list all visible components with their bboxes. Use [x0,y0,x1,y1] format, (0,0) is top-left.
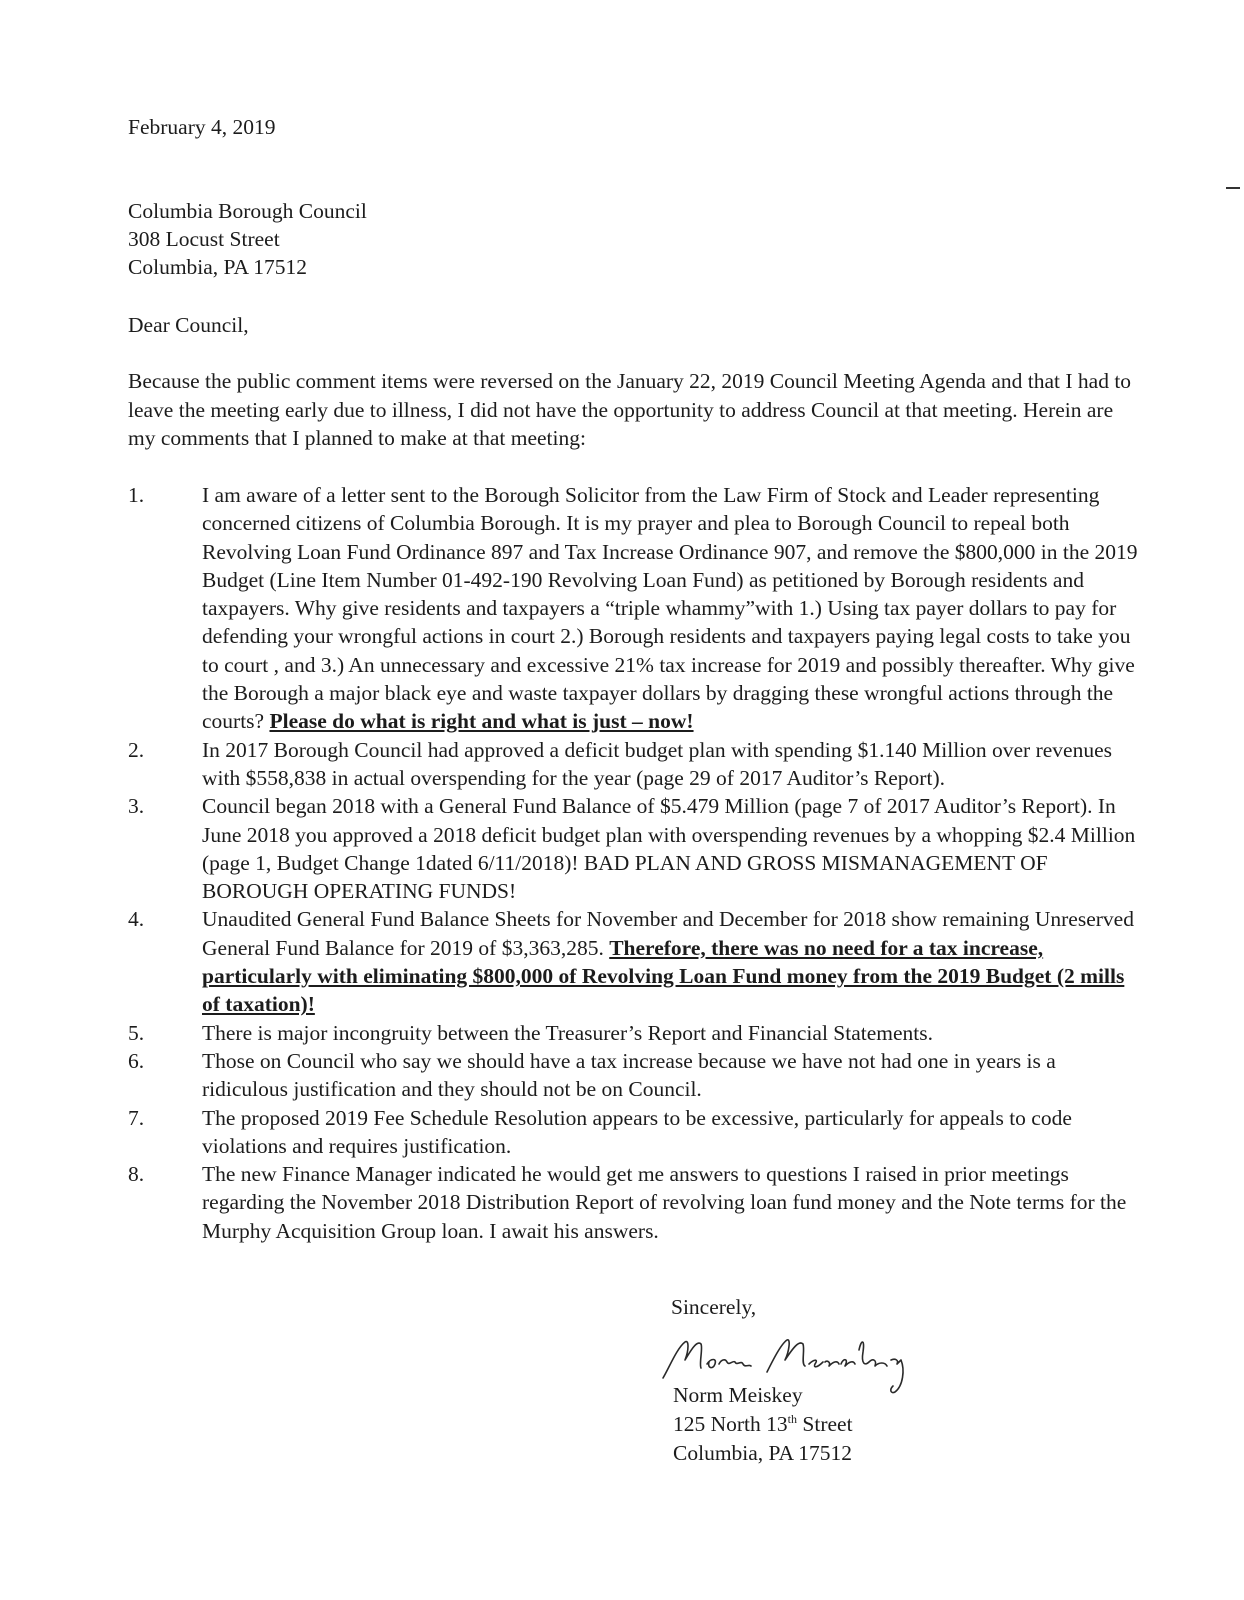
scan-mark [1226,187,1240,189]
sender-city: Columbia, PA 17512 [673,1441,853,1465]
list-item [128,792,1138,905]
item-emphasis: Therefore, there was no need for a tax increase, particularly with eliminating $800,000 of Revolving Loan Fund money from the 2019 Budget (2 mills of taxation)! [202,935,1125,1017]
item-number: 4. [128,907,145,932]
list-item [128,1160,1138,1245]
item-number: 5. [128,1020,145,1045]
salutation: Dear Council, [128,313,249,337]
item-number: 2. [128,737,145,762]
item-number: 3. [128,794,145,819]
intro-paragraph: Because the public comment items were reversed on the January 22, 2019 Council Meeting Agenda and that I had to leave the meeting early due to illness, I did not have the opportunity to address Council at that meeting. Herein are my comments that I planned to make at that meeting: [128,369,1132,450]
item-text: There is major incongruity between the Treasurer’s Report and Financial Statements. [202,1020,934,1045]
comment-list [128,481,1138,1245]
list-item [128,481,1138,736]
item-text: In 2017 Borough Council had approved a deficit budget plan with spending $1.140 Million over revenues with $558,838 in actual overspending for the year (page 29 of 2017 Auditor’s Report). [202,737,1112,790]
list-item [128,905,1138,1018]
recipient-street: 308 Locust Street [128,227,280,251]
sender-name: Norm Meiskey [673,1383,803,1407]
item-emphasis: Please do what is right and what is just – now! [269,709,694,734]
letter-date: February 4, 2019 [128,115,276,139]
item-number: 6. [128,1048,145,1073]
list-item [128,1104,1138,1161]
item-text: Council began 2018 with a General Fund Balance of $5.479 Million (page 7 of 2017 Auditor’s Report). In June 2018 you approved a 2018 deficit budget plan with overspending revenues by a whopping $2.4 Million (page 1, Budget Change 1dated 6/11/2018)! BAD PLAN AND GROSS MISMANAGEMENT OF BOROUGH OPERATING FUNDS! [202,794,1136,904]
item-number: 7. [128,1105,145,1130]
item-number: 1. [128,483,145,507]
list-item [128,1019,1138,1047]
list-item [128,736,1138,793]
recipient-city: Columbia, PA 17512 [128,255,308,279]
closing: Sincerely, [671,1295,757,1319]
item-number: 8. [128,1162,145,1187]
sender-street: 125 North 13th Street [673,1411,853,1436]
item-text: Unaudited General Fund Balance Sheets for November and December for 2018 show remaining Unreserved General Fund Balance for 2019 of $3,363,285. [202,907,1134,960]
item-text: The new Finance Manager indicated he would get me answers to questions I raised in prior meetings regarding the November 2018 Distribution Report of revolving loan fund money and the Note terms for the Murphy Acquisition Group loan. I await his answers. [202,1162,1127,1243]
sender-block [673,1381,853,1468]
item-text: I am aware of a letter sent to the Borough Solicitor from the Law Firm of Stock and Leader representing concerned citizens of Columbia Borough. It is my prayer and plea to Borough Council to repeal both Revolving Loan Fund Ordinance 897 and Tax Increase Ordinance 907, and remove the $800,000 in the 2019 Budget (Line Item Number 01-492-190 Revolving Loan Fund) as petitioned by Borough residents and taxpayers. Why give residents and taxpayers a “triple whammy”with 1.) Using tax payer dollars to pay for defending your wrongful actions in court 2.) Borough residents and taxpayers paying legal costs to take you to court , and 3.) An unnecessary and excessive 21% tax increase for 2019 and possibly thereafter. Why give the Borough a major black eye and waste taxpayer dollars by dragging these wrongful actions through the courts? [202,483,1138,734]
recipient-name: Columbia Borough Council [128,199,367,223]
item-text: Those on Council who say we should have a tax increase because we have not had one in years is a ridiculous justification and they should not be on Council. [202,1048,1056,1102]
list-item [128,1047,1138,1104]
item-text: The proposed 2019 Fee Schedule Resolution appears to be excessive, particularly for appeals to code violations and requires justification. [202,1105,1072,1158]
